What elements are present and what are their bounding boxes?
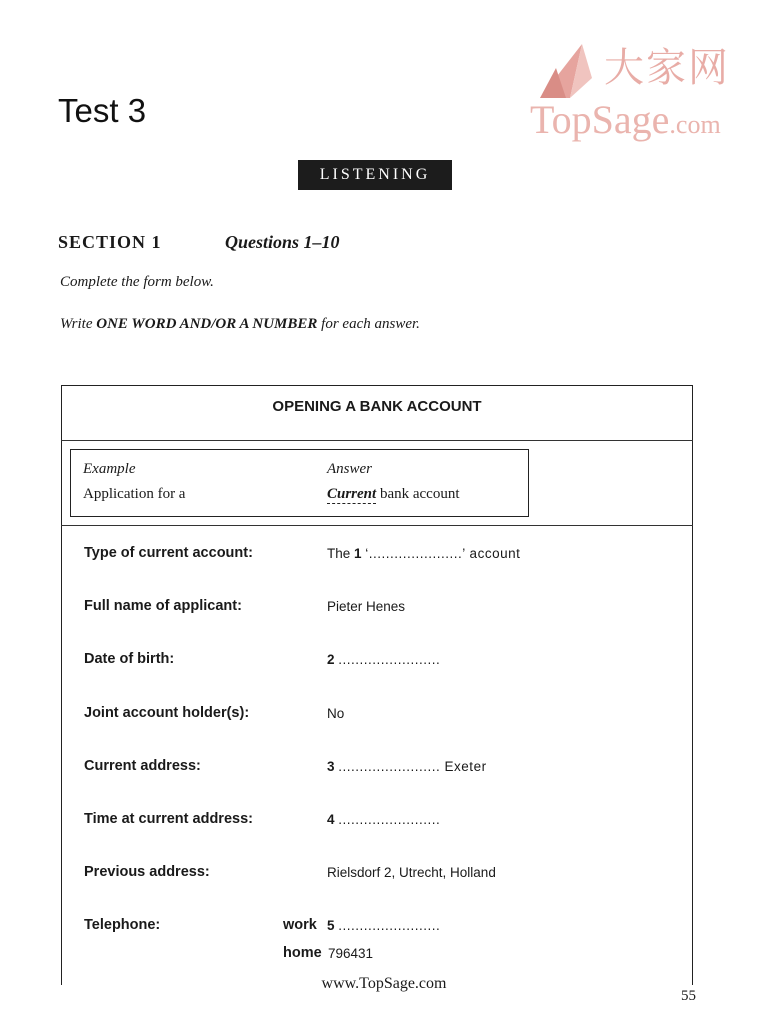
questions-range: Questions 1–10 <box>225 232 340 252</box>
value-joint-holders: No <box>327 706 345 721</box>
instruction-complete-form: Complete the form below. <box>60 274 214 290</box>
example-divider <box>61 525 693 526</box>
answer-heading: Answer <box>327 461 372 477</box>
label-time-at-address: Time at current address: <box>84 811 253 827</box>
example-answer: Current bank account <box>327 486 460 502</box>
label-home-phone: home <box>283 945 322 961</box>
example-text: Application for a <box>83 486 186 502</box>
watermark-chinese-text: 大家网 <box>604 45 730 91</box>
answer-field-1[interactable]: The 1 ‘......................’ account <box>327 546 521 561</box>
watermark <box>528 34 733 154</box>
page-number: 55 <box>681 988 696 1004</box>
answer-field-3[interactable]: 3 ........................ Exeter <box>327 759 487 774</box>
label-telephone: Telephone: <box>84 917 161 933</box>
value-home-phone: 796431 <box>328 946 374 961</box>
label-current-address: Current address: <box>84 758 201 774</box>
label-work-phone: work <box>283 917 317 933</box>
test-title: Test 3 <box>58 92 147 129</box>
watermark-brand-text: TopSage.com <box>530 97 721 142</box>
topsage-logo-icon <box>536 38 596 102</box>
label-type-of-account: Type of current account: <box>84 545 253 561</box>
example-answer-word: Current <box>327 486 377 502</box>
section-heading: SECTION 1 <box>58 232 162 252</box>
example-heading: Example <box>83 461 136 477</box>
answer-field-4[interactable]: 4 ........................ <box>327 812 441 827</box>
label-joint-holders: Joint account holder(s): <box>84 705 250 721</box>
label-full-name: Full name of applicant: <box>84 598 242 614</box>
answer-field-2[interactable]: 2 ........................ <box>327 652 441 667</box>
value-full-name: Pieter Henes <box>327 599 406 614</box>
value-previous-address: Rielsdorf 2, Utrecht, Holland <box>327 865 496 880</box>
instruction-word-limit: Write ONE WORD AND/OR A NUMBER for each answer. <box>60 316 420 332</box>
form-title: OPENING A BANK ACCOUNT <box>272 398 482 415</box>
form-title-divider <box>61 440 693 441</box>
answer-field-5[interactable]: 5 ........................ <box>327 918 441 933</box>
label-date-of-birth: Date of birth: <box>84 651 175 667</box>
example-box <box>70 449 529 517</box>
footer-url: www.TopSage.com <box>321 975 447 992</box>
label-previous-address: Previous address: <box>84 864 210 880</box>
listening-banner: LISTENING <box>298 160 452 190</box>
